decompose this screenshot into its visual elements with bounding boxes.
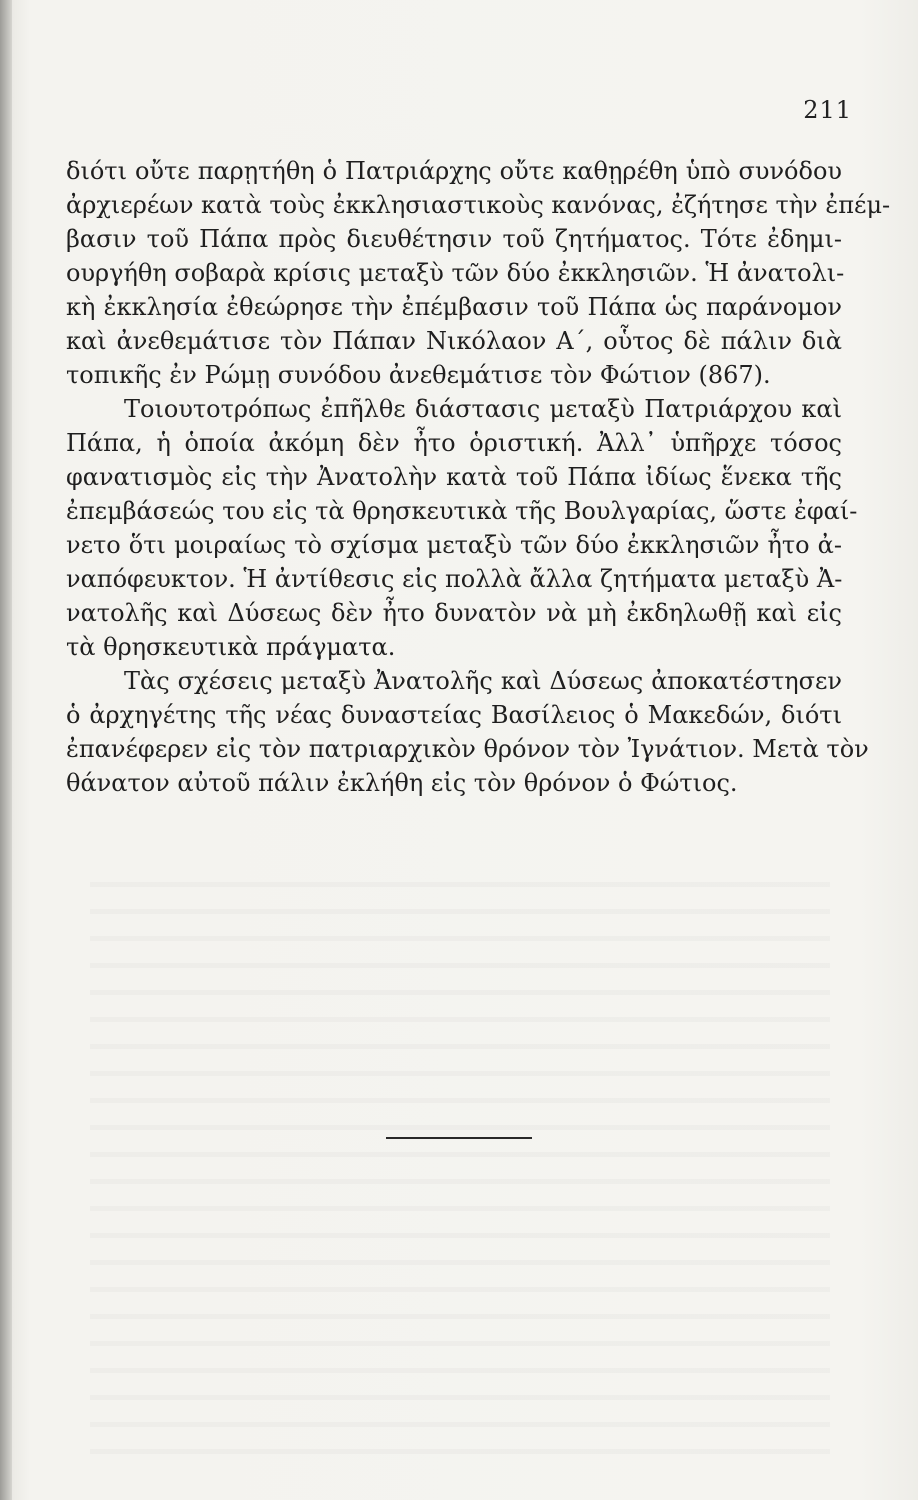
text-line: νετο ὅτι μοιραίως τὸ σχίσμα μεταξὺ τῶν δύο ἐκκλησιῶν ἦτο ἀ- [66, 531, 842, 559]
text-line: ἀρχιερέων κατὰ τοὺς ἐκκλησιαστικοὺς κανόνας, ἐζήτησε τὴν ἐπέμ- [66, 191, 891, 219]
text-line: ἐπεμβάσεώς του εἰς τὰ θρησκευτικὰ τῆς Βουλγαρίας, ὥστε ἐφαί- [66, 497, 858, 525]
text-line: καὶ ἀνεθεμάτισε τὸν Πάπαν Νικόλαον Α΄, οὗτος δὲ πάλιν διὰ [66, 327, 842, 355]
text-line: φανατισμὸς εἰς τὴν Ἀνατολὴν κατὰ τοῦ Πάπα ἰδίως ἕνεκα τῆς [66, 463, 842, 491]
text-line: Τὰς σχέσεις μεταξὺ Ἀνατολῆς καὶ Δύσεως ἀποκατέστησεν [124, 667, 842, 695]
text-line: τοπικῆς ἐν Ρώμῃ συνόδου ἀνεθεμάτισε τὸν Φώτιον (867). [66, 361, 771, 389]
text-line: θάνατον αὐτοῦ πάλιν ἐκλήθη εἰς τὸν θρόνον ὁ Φώτιος. [66, 769, 738, 797]
paragraph-2 [66, 392, 858, 664]
bleed-through-texture [90, 860, 830, 1460]
page-number: 211 [803, 96, 852, 124]
text-line: βασιν τοῦ Πάπα πρὸς διευθέτησιν τοῦ ζητήματος. Τότε ἐδημι- [66, 225, 842, 253]
footnote-rule [386, 1137, 532, 1139]
text-line: τὰ θρησκευτικὰ πράγματα. [66, 633, 396, 661]
text-line: ουργήθη σοβαρὰ κρίσις μεταξὺ τῶν δύο ἐκκλησιῶν. Ἡ ἀνατολι- [66, 259, 845, 287]
text-line: ὁ ἀρχηγέτης τῆς νέας δυναστείας Βασίλειος ὁ Μακεδών, διότι [66, 701, 842, 729]
text-line: Τοιουτοτρόπως ἐπῆλθε διάστασις μεταξὺ Πατριάρχου καὶ [124, 395, 842, 423]
body-text [66, 154, 891, 800]
paragraph-1 [66, 154, 891, 392]
text-line: κὴ ἐκκλησία ἐθεώρησε τὴν ἐπέμβασιν τοῦ Πάπα ὡς παράνομον [66, 293, 842, 321]
text-line: ναπόφευκτον. Ἡ ἀντίθεσις εἰς πολλὰ ἄλλα ζητήματα μεταξὺ Ἀ- [66, 565, 843, 593]
text-line: ἐπανέφερεν εἰς τὸν πατριαρχικὸν θρόνον τὸν Ἰγνάτιον. Μετὰ τὸν [66, 735, 869, 763]
text-line: νατολῆς καὶ Δύσεως δὲν ἦτο δυνατὸν νὰ μὴ ἐκδηλωθῇ καὶ εἰς [66, 599, 842, 627]
paragraph-3 [66, 664, 869, 800]
text-line: διότι οὔτε παρῃτήθη ὁ Πατριάρχης οὔτε καθῃρέθη ὑπὸ συνόδου [66, 157, 842, 185]
text-line: Πάπα, ἡ ὁποία ἀκόμη δὲν ἦτο ὁριστική. Ἀλλ᾿ ὑπῆρχε τόσος [66, 429, 842, 457]
binding-shadow [0, 0, 12, 1500]
